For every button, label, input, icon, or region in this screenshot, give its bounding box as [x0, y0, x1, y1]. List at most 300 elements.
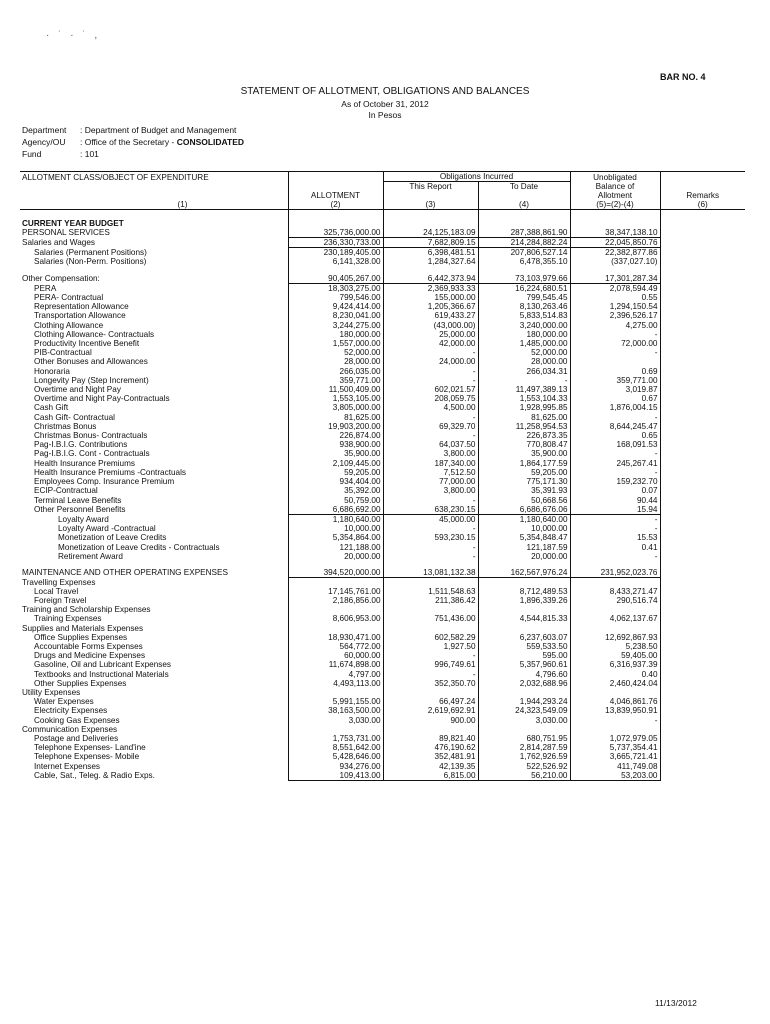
allotment-cell: 4,797.00	[288, 670, 383, 679]
row-label: PERA- Contractual	[34, 293, 104, 303]
remarks-cell	[660, 568, 745, 578]
allotment-cell: 11,674,898.00	[288, 660, 383, 669]
remarks-cell	[660, 514, 745, 524]
allotment-cell: 20,000.00	[288, 552, 383, 561]
this-report-cell	[383, 624, 478, 633]
allotment-cell: 938,900.00	[288, 440, 383, 449]
this-report-cell: (43,000.00)	[383, 321, 478, 330]
row-label: Cooking Gas Expenses	[34, 715, 120, 725]
col-header-unobligated-1: Unobligated	[570, 172, 660, 182]
allotment-cell	[288, 578, 383, 587]
col-header-obligations: Obligations Incurred	[383, 172, 570, 182]
col-no-2: (2)	[288, 200, 383, 210]
allotment-cell: 1,553,105.00	[288, 394, 383, 403]
unobligated-cell: 411,749.08	[570, 762, 660, 771]
remarks-cell	[660, 697, 745, 706]
unobligated-cell: 2,396,526.17	[570, 311, 660, 320]
unobligated-cell	[570, 725, 660, 734]
remarks-cell	[660, 293, 745, 302]
table-row	[20, 274, 745, 284]
allotment-cell	[288, 688, 383, 697]
unobligated-cell	[570, 578, 660, 587]
form-number: BAR NO. 4	[660, 72, 706, 82]
agency-label: Agency/OU	[22, 137, 66, 147]
remarks-cell	[660, 587, 745, 596]
remarks-cell	[660, 403, 745, 412]
table-row	[20, 734, 745, 743]
table-row	[20, 697, 745, 706]
this-report-cell	[383, 725, 478, 734]
to-date-cell: 2,032,688.96	[478, 679, 570, 688]
unobligated-cell: 2,078,594.49	[570, 283, 660, 293]
table-row	[20, 614, 745, 623]
to-date-cell: 207,806,527.14	[478, 248, 570, 258]
unobligated-cell: 4,275.00	[570, 321, 660, 330]
to-date-cell: 214,284,882.24	[478, 238, 570, 248]
row-label: Water Expenses	[34, 697, 94, 707]
remarks-cell	[660, 624, 745, 633]
unobligated-cell	[570, 624, 660, 633]
unobligated-cell: 22,045,850.76	[570, 238, 660, 248]
row-label: Electricity Expenses	[34, 706, 108, 716]
unobligated-cell: 0.69	[570, 367, 660, 376]
allotment-cell: 5,428,646.00	[288, 752, 383, 761]
row-label: Office Supplies Expenses	[34, 632, 128, 642]
allotment-cell: 5,991,155.00	[288, 697, 383, 706]
row-label: Internet Expenses	[34, 761, 100, 771]
row-label: Utility Expenses	[22, 688, 81, 698]
to-date-cell: 10,000.00	[478, 524, 570, 533]
to-date-cell: 775,171.30	[478, 477, 570, 486]
remarks-cell	[660, 524, 745, 533]
this-report-cell: 24,125,183.09	[383, 228, 478, 238]
row-label: Postage and Deliveries	[34, 734, 119, 744]
this-report-cell: 1,284,327.64	[383, 257, 478, 266]
to-date-cell: 5,354,848.47	[478, 533, 570, 542]
row-label: Travelling Expenses	[22, 577, 96, 587]
agency-line	[22, 137, 244, 149]
remarks-cell	[660, 771, 745, 781]
unobligated-cell: -	[570, 449, 660, 458]
this-report-cell: 1,205,366.67	[383, 302, 478, 311]
unobligated-cell: -	[570, 716, 660, 725]
table-row	[20, 706, 745, 715]
remarks-cell	[660, 422, 745, 431]
allotment-cell: 18,930,471.00	[288, 633, 383, 642]
table-row	[20, 449, 745, 458]
col-no-3: (3)	[383, 200, 478, 210]
row-label: MAINTENANCE AND OTHER OPERATING EXPENSES	[22, 568, 228, 578]
allotment-cell: 4,493,113.00	[288, 679, 383, 688]
table-row	[20, 311, 745, 320]
to-date-cell: 1,896,339.26	[478, 596, 570, 605]
to-date-cell: 3,240,000.00	[478, 321, 570, 330]
table-row	[20, 348, 745, 357]
to-date-cell: 20,000.00	[478, 552, 570, 561]
allotment-cell: 8,230,041.00	[288, 311, 383, 320]
allotment-cell: 38,163,500.00	[288, 706, 383, 715]
remarks-cell	[660, 651, 745, 660]
this-report-cell: 1,927.50	[383, 642, 478, 651]
col-no-1: (1)	[20, 200, 288, 210]
table-row	[20, 688, 745, 697]
this-report-cell: 64,037.50	[383, 440, 478, 449]
allotment-cell: 6,686,692.00	[288, 505, 383, 515]
to-date-cell: 1,864,177.59	[478, 459, 570, 468]
table-row	[20, 679, 745, 688]
row-label: Accountable Forms Expenses	[34, 642, 143, 652]
unobligated-cell: 1,294,150.54	[570, 302, 660, 311]
this-report-cell	[383, 578, 478, 587]
unobligated-cell: 0.07	[570, 486, 660, 495]
remarks-cell	[660, 596, 745, 605]
to-date-cell: 226,873.35	[478, 431, 570, 440]
table-row	[20, 771, 745, 781]
this-report-cell: -	[383, 651, 478, 660]
to-date-cell: 162,567,976.24	[478, 568, 570, 578]
table-row	[20, 762, 745, 771]
this-report-cell	[383, 210, 478, 228]
allotment-cell: 109,413.00	[288, 771, 383, 781]
this-report-cell: 352,481.91	[383, 752, 478, 761]
unobligated-cell: 22,382,877.86	[570, 248, 660, 258]
unobligated-cell: 0.55	[570, 293, 660, 302]
to-date-cell: 4,544,815.33	[478, 614, 570, 623]
unobligated-cell	[570, 605, 660, 614]
remarks-cell	[660, 348, 745, 357]
allotment-cell	[288, 725, 383, 734]
unobligated-cell: 290,516.74	[570, 596, 660, 605]
table-row	[20, 431, 745, 440]
department-value: : Department of Budget and Management	[80, 125, 237, 135]
row-label	[20, 561, 288, 568]
to-date-cell: 799,545.45	[478, 293, 570, 302]
unobligated-cell: 5,737,354.41	[570, 743, 660, 752]
table-row	[20, 477, 745, 486]
table-row	[20, 496, 745, 505]
to-date-cell: 16,224,680.51	[478, 283, 570, 293]
this-report-cell	[383, 561, 478, 568]
remarks-cell	[660, 633, 745, 642]
remarks-cell	[660, 330, 745, 339]
unobligated-cell: -	[570, 413, 660, 422]
row-label: Pag-I.B.I.G. Contributions	[34, 440, 128, 450]
row-label: Longevity Pay (Step Increment)	[34, 375, 149, 385]
allotment-cell: 325,736,000.00	[288, 228, 383, 238]
table-row	[20, 468, 745, 477]
remarks-cell	[660, 679, 745, 688]
allotment-cell: 230,189,405.00	[288, 248, 383, 258]
this-report-cell: 638,230.15	[383, 505, 478, 515]
unobligated-cell: 168,091.53	[570, 440, 660, 449]
row-label: Honoraria	[34, 366, 70, 376]
to-date-cell: 595.00	[478, 651, 570, 660]
allotment-cell: 11,500,409.00	[288, 385, 383, 394]
to-date-cell: 59,205.00	[478, 468, 570, 477]
col-header-to-date: To Date	[478, 182, 570, 200]
col-header-allotment: ALLOTMENT	[288, 182, 383, 200]
allotment-cell: 394,520,000.00	[288, 568, 383, 578]
allotment-cell	[288, 267, 383, 274]
row-label: Telephone Expenses- Mobile	[34, 752, 140, 762]
allotment-cell: 180,000.00	[288, 330, 383, 339]
allotment-cell	[288, 624, 383, 633]
remarks-cell	[660, 477, 745, 486]
col-header-remarks-blank	[660, 172, 745, 182]
to-date-cell: 52,000.00	[478, 348, 570, 357]
remarks-cell	[660, 561, 745, 568]
this-report-cell: 996,749.61	[383, 660, 478, 669]
allotment-cell: 19,903,200.00	[288, 422, 383, 431]
unobligated-cell	[570, 267, 660, 274]
remarks-cell	[660, 688, 745, 697]
allotment-cell: 226,874.00	[288, 431, 383, 440]
remarks-cell	[660, 552, 745, 561]
unobligated-cell: 59,405.00	[570, 651, 660, 660]
row-label: Overtime and Night Pay	[34, 385, 121, 395]
remarks-cell	[660, 716, 745, 725]
unobligated-cell: 0.67	[570, 394, 660, 403]
allotment-cell: 90,405,267.00	[288, 274, 383, 284]
agency-value: : Office of the Secretary -	[80, 137, 177, 147]
currency-unit: In Pesos	[368, 110, 402, 120]
this-report-cell: 602,582.29	[383, 633, 478, 642]
allotment-cell: 2,109,445.00	[288, 459, 383, 468]
unobligated-cell: 3,019.87	[570, 385, 660, 394]
table-row	[20, 321, 745, 330]
to-date-cell: 28,000.00	[478, 357, 570, 366]
unobligated-cell: 53,203.00	[570, 771, 660, 781]
allotment-cell: 266,035.00	[288, 367, 383, 376]
unobligated-cell: 245,267.41	[570, 459, 660, 468]
to-date-cell: 11,497,389.13	[478, 385, 570, 394]
remarks-cell	[660, 228, 745, 238]
remarks-cell	[660, 267, 745, 274]
remarks-cell	[660, 302, 745, 311]
row-label: Health Insurance Premiums	[34, 458, 136, 468]
this-report-cell: -	[383, 348, 478, 357]
unobligated-cell	[570, 561, 660, 568]
this-report-cell: 45,000.00	[383, 514, 478, 524]
allotment-cell: 1,557,000.00	[288, 339, 383, 348]
print-date: 11/13/2012	[655, 998, 697, 1008]
to-date-cell: 180,000.00	[478, 330, 570, 339]
remarks-cell	[660, 440, 745, 449]
remarks-cell	[660, 670, 745, 679]
remarks-cell	[660, 394, 745, 403]
row-label: Other Bonuses and Allowances	[34, 357, 148, 367]
remarks-cell	[660, 283, 745, 293]
col-header-this-report: This Report	[383, 182, 478, 200]
unobligated-cell: 90.44	[570, 496, 660, 505]
row-label: Telephone Expenses- Land'ine	[34, 743, 146, 753]
agency-consolidated: CONSOLIDATED	[176, 137, 245, 147]
this-report-cell: 187,340.00	[383, 459, 478, 468]
unobligated-cell: 15.94	[570, 505, 660, 515]
remarks-cell	[660, 248, 745, 258]
table-row	[20, 596, 745, 605]
to-date-cell: 56,210.00	[478, 771, 570, 781]
unobligated-line3: Allotment	[597, 190, 633, 200]
unobligated-cell: 15.53	[570, 533, 660, 542]
row-label: Salaries (Non-Perm. Positions)	[34, 257, 147, 267]
remarks-cell	[660, 533, 745, 542]
allotment-cell: 359,771.00	[288, 376, 383, 385]
this-report-cell: 13,081,132.38	[383, 568, 478, 578]
to-date-cell: -	[478, 376, 570, 385]
fund-line	[22, 149, 99, 161]
unobligated-cell: 4,062,137.67	[570, 614, 660, 623]
this-report-cell: 42,000.00	[383, 339, 478, 348]
unobligated-cell: 359,771.00	[570, 376, 660, 385]
row-label: Terminal Leave Benefits	[34, 495, 122, 505]
to-date-cell: 1,762,926.59	[478, 752, 570, 761]
allotment-cell: 934,404.00	[288, 477, 383, 486]
remarks-cell	[660, 578, 745, 587]
table-row	[20, 716, 745, 725]
unobligated-cell	[570, 357, 660, 366]
row-label: Cable, Sat., Teleg. & Radio Exps.	[34, 771, 155, 781]
allotment-cell: 1,180,640.00	[288, 514, 383, 524]
remarks-cell	[660, 385, 745, 394]
this-report-cell: -	[383, 524, 478, 533]
this-report-cell: -	[383, 413, 478, 422]
unobligated-cell: 8,644,245.47	[570, 422, 660, 431]
remarks-cell	[660, 468, 745, 477]
unobligated-cell: 3,665,721.41	[570, 752, 660, 761]
table-row	[20, 385, 745, 394]
to-date-cell	[478, 605, 570, 614]
allotment-cell: 934,276.00	[288, 762, 383, 771]
remarks-cell	[660, 734, 745, 743]
table-row	[20, 257, 745, 266]
unobligated-line2: Balance of	[595, 181, 635, 191]
unobligated-cell: -	[570, 330, 660, 339]
unobligated-cell: -	[570, 514, 660, 524]
row-label: Salaries (Permanent Positions)	[34, 247, 147, 257]
allotment-cell: 35,392.00	[288, 486, 383, 495]
unobligated-cell: 0.40	[570, 670, 660, 679]
to-date-cell: 6,686,676.06	[478, 505, 570, 515]
table-row	[20, 561, 745, 568]
col-no-5: (5)=(2)-(4)	[570, 200, 660, 210]
this-report-cell: 900.00	[383, 716, 478, 725]
this-report-cell: -	[383, 431, 478, 440]
unobligated-cell: -	[570, 524, 660, 533]
this-report-cell: -	[383, 496, 478, 505]
row-label: Employees Comp. Insurance Premium	[34, 477, 175, 487]
to-date-cell: 35,900.00	[478, 449, 570, 458]
this-report-cell: 2,619,692.91	[383, 706, 478, 715]
allotment-table	[20, 171, 745, 781]
unobligated-cell: -	[570, 348, 660, 357]
department-label: Department	[22, 125, 67, 135]
row-label: Representation Allowance	[34, 302, 129, 312]
allotment-cell: 2,186,856.00	[288, 596, 383, 605]
this-report-cell: 69,329.70	[383, 422, 478, 431]
to-date-cell: 1,928,995.85	[478, 403, 570, 412]
row-label: Loyalty Award	[58, 514, 109, 524]
to-date-cell: 1,944,293.24	[478, 697, 570, 706]
row-label: Cash Gift- Contractual	[34, 412, 115, 422]
row-label: PIB-Contractual	[34, 348, 92, 358]
remarks-cell	[660, 706, 745, 715]
to-date-cell: 770,808.47	[478, 440, 570, 449]
remarks-cell	[660, 367, 745, 376]
this-report-cell	[383, 688, 478, 697]
remarks-cell	[660, 257, 745, 266]
allotment-cell: 6,141,328.00	[288, 257, 383, 266]
unobligated-cell: 17,301,287.34	[570, 274, 660, 284]
this-report-cell: 619,433.27	[383, 311, 478, 320]
to-date-cell: 5,833,514.83	[478, 311, 570, 320]
remarks-cell	[660, 274, 745, 284]
table-row	[20, 624, 745, 633]
to-date-cell: 5,357,960.61	[478, 660, 570, 669]
allotment-cell: 3,244,275.00	[288, 321, 383, 330]
unobligated-cell: 4,046,861.76	[570, 697, 660, 706]
this-report-cell: 155,000.00	[383, 293, 478, 302]
unobligated-cell: 231,952,023.76	[570, 568, 660, 578]
unobligated-cell: 2,460,424.04	[570, 679, 660, 688]
to-date-cell: 35,391.93	[478, 486, 570, 495]
col-header-remarks: Remarks	[660, 182, 745, 200]
this-report-cell: 4,500.00	[383, 403, 478, 412]
to-date-cell: 3,030.00	[478, 716, 570, 725]
table-row	[20, 422, 745, 431]
row-label: CURRENT YEAR BUDGET	[22, 218, 124, 228]
table-row	[20, 670, 745, 679]
table-row	[20, 302, 745, 311]
col-header-allotment-blank	[288, 172, 383, 182]
table-row	[20, 210, 745, 228]
remarks-cell	[660, 357, 745, 366]
row-label: Local Travel	[34, 586, 79, 596]
to-date-cell: 559,533.50	[478, 642, 570, 651]
to-date-cell: 6,237,603.07	[478, 633, 570, 642]
row-label: Gasoline, Oil and Lubricant Expenses	[34, 660, 171, 670]
fund-value: : 101	[80, 149, 99, 159]
table-row	[20, 552, 745, 561]
this-report-cell: -	[383, 376, 478, 385]
this-report-cell: -	[383, 552, 478, 561]
allotment-cell: 60,000.00	[288, 651, 383, 660]
this-report-cell: 1,511,548.63	[383, 587, 478, 596]
row-label: Other Compensation:	[22, 273, 100, 283]
table-body	[20, 210, 745, 781]
scan-artifact: · ˙ · ˙ ,	[46, 30, 101, 41]
as-of-date: As of October 31, 2012	[341, 99, 429, 109]
to-date-cell	[478, 725, 570, 734]
table-row	[20, 651, 745, 660]
table-row	[20, 357, 745, 366]
table-row	[20, 238, 745, 248]
allotment-cell: 3,805,000.00	[288, 403, 383, 412]
remarks-cell	[660, 238, 745, 248]
this-report-cell: 593,230.15	[383, 533, 478, 542]
unobligated-cell: 6,316,937.39	[570, 660, 660, 669]
allotment-cell: 17,145,761.00	[288, 587, 383, 596]
to-date-cell: 11,258,954.53	[478, 422, 570, 431]
this-report-cell: 6,815.00	[383, 771, 478, 781]
row-label: Pag-I.B.I.G. Cont - Contractuals	[34, 449, 150, 459]
remarks-cell	[660, 642, 745, 651]
remarks-cell	[660, 459, 745, 468]
unobligated-cell: 1,072,979.05	[570, 734, 660, 743]
col-header-blank	[20, 182, 288, 200]
remarks-cell	[660, 413, 745, 422]
this-report-cell	[383, 267, 478, 274]
